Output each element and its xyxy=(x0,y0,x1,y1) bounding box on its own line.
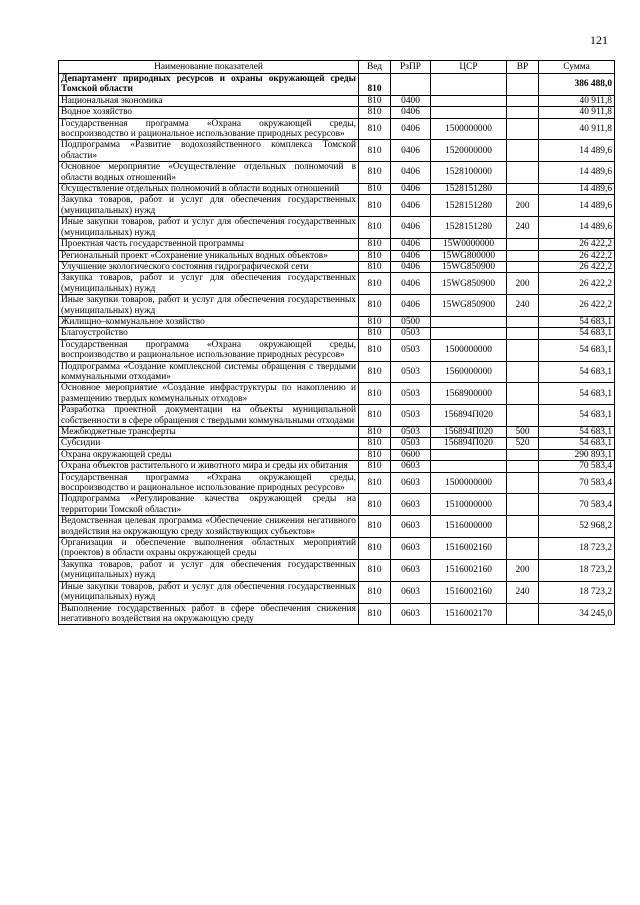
table-row xyxy=(59,118,615,140)
cell-rzpr: 0406 xyxy=(391,295,431,317)
cell-csr xyxy=(431,461,507,472)
page-number: 121 xyxy=(590,33,608,47)
cell-sum: 54 683,1 xyxy=(539,316,615,327)
cell-name: Основное мероприятие «Осуществление отдельных полномочий в области водных отношений» xyxy=(59,162,359,184)
cell-vr xyxy=(507,162,539,184)
cell-name: Охрана объектов растительного и животного мира и среды их обитания xyxy=(59,461,359,472)
table-body xyxy=(59,74,615,625)
cell-csr: 1510000000 xyxy=(431,494,507,516)
table-row xyxy=(59,339,615,361)
cell-ved: 810 xyxy=(359,383,391,405)
cell-ved: 810 xyxy=(359,328,391,339)
cell-name: Субсидии xyxy=(59,438,359,449)
cell-vr xyxy=(507,339,539,361)
cell-vr: 200 xyxy=(507,273,539,295)
header-sum: Сумма xyxy=(539,61,615,74)
cell-name: Организация и обеспечение выполнения областных мероприятий (проектов) в области охраны окружающей среды xyxy=(59,538,359,560)
cell-name: Иные закупки товаров, работ и услуг для обеспечения государственных (муниципальных) нужд xyxy=(59,295,359,317)
cell-name: Благоустройство xyxy=(59,328,359,339)
cell-vr: 520 xyxy=(507,438,539,449)
table-row xyxy=(59,438,615,449)
cell-ved: 810 xyxy=(359,261,391,272)
header-ved: Вед xyxy=(359,61,391,74)
cell-name: Подпрограмма «Регулирование качества окружающей среды на территории Томской области» xyxy=(59,494,359,516)
cell-sum: 54 683,1 xyxy=(539,405,615,427)
cell-rzpr: 0603 xyxy=(391,603,431,625)
cell-vr: 240 xyxy=(507,295,539,317)
table-header-row xyxy=(59,61,615,74)
cell-ved: 810 xyxy=(359,107,391,118)
cell-csr: 15WG850900 xyxy=(431,295,507,317)
cell-csr xyxy=(431,74,507,96)
cell-rzpr: 0406 xyxy=(391,118,431,140)
cell-csr: 156894П020 xyxy=(431,438,507,449)
cell-sum: 70 583,4 xyxy=(539,472,615,494)
cell-sum: 14 489,6 xyxy=(539,162,615,184)
cell-rzpr: 0406 xyxy=(391,273,431,295)
cell-name: Департамент природных ресурсов и охраны окружающей среды Томской области xyxy=(59,74,359,96)
cell-ved: 810 xyxy=(359,273,391,295)
cell-rzpr: 0503 xyxy=(391,405,431,427)
cell-sum: 26 422,2 xyxy=(539,295,615,317)
cell-name: Проектная часть государственной программы xyxy=(59,239,359,250)
cell-rzpr: 0503 xyxy=(391,328,431,339)
cell-sum: 40 911,8 xyxy=(539,118,615,140)
cell-name: Государственная программа «Охрана окружающей среды, воспроизводство и рациональное использование природных ресурсов» xyxy=(59,339,359,361)
cell-ved: 810 xyxy=(359,405,391,427)
cell-sum: 54 683,1 xyxy=(539,438,615,449)
cell-ved: 810 xyxy=(359,559,391,581)
cell-name: Иные закупки товаров, работ и услуг для обеспечения государственных (муниципальных) нужд xyxy=(59,217,359,239)
cell-sum: 54 683,1 xyxy=(539,361,615,383)
header-rzpr: РзПР xyxy=(391,61,431,74)
table-row xyxy=(59,107,615,118)
cell-rzpr: 0406 xyxy=(391,107,431,118)
cell-ved: 810 xyxy=(359,162,391,184)
cell-sum: 14 489,6 xyxy=(539,217,615,239)
cell-name: Улучшение экологического состояния гидрографической сети xyxy=(59,261,359,272)
cell-vr xyxy=(507,449,539,460)
cell-vr xyxy=(507,538,539,560)
cell-csr: 1568900000 xyxy=(431,383,507,405)
cell-sum: 26 422,2 xyxy=(539,250,615,261)
cell-rzpr: 0603 xyxy=(391,559,431,581)
table-row xyxy=(59,140,615,162)
header-csr: ЦСР xyxy=(431,61,507,74)
cell-ved: 810 xyxy=(359,361,391,383)
cell-name: Основное мероприятие «Создание инфраструктуры по накоплению и размещению твердых коммунальных отходов» xyxy=(59,383,359,405)
cell-name: Подпрограмма «Развитие водохозяйственного комплекса Томской области» xyxy=(59,140,359,162)
cell-ved: 810 xyxy=(359,461,391,472)
cell-vr xyxy=(507,239,539,250)
cell-sum: 34 245,0 xyxy=(539,603,615,625)
cell-csr: 1516002160 xyxy=(431,581,507,603)
cell-ved: 810 xyxy=(359,581,391,603)
cell-ved: 810 xyxy=(359,538,391,560)
cell-ved: 810 xyxy=(359,603,391,625)
cell-vr xyxy=(507,461,539,472)
cell-csr: 1516000000 xyxy=(431,516,507,538)
cell-sum: 14 489,6 xyxy=(539,140,615,162)
cell-rzpr: 0603 xyxy=(391,516,431,538)
cell-csr: 156894П020 xyxy=(431,405,507,427)
cell-name: Жилищно–коммунальное хозяйство xyxy=(59,316,359,327)
cell-rzpr: 0603 xyxy=(391,538,431,560)
cell-csr: 1516002160 xyxy=(431,559,507,581)
cell-vr xyxy=(507,184,539,195)
header-vr: ВР xyxy=(507,61,539,74)
cell-rzpr: 0400 xyxy=(391,95,431,106)
table-row xyxy=(59,538,615,560)
cell-sum: 70 583,4 xyxy=(539,461,615,472)
cell-csr xyxy=(431,449,507,460)
cell-name: Государственная программа «Охрана окружающей среды, воспроизводство и рациональное использование природных ресурсов» xyxy=(59,118,359,140)
cell-rzpr: 0406 xyxy=(391,217,431,239)
table-row xyxy=(59,516,615,538)
cell-vr xyxy=(507,261,539,272)
cell-rzpr: 0406 xyxy=(391,261,431,272)
cell-vr: 200 xyxy=(507,195,539,217)
cell-ved: 810 xyxy=(359,184,391,195)
cell-ved: 810 xyxy=(359,339,391,361)
table-row xyxy=(59,494,615,516)
table-row xyxy=(59,74,615,96)
cell-rzpr: 0603 xyxy=(391,461,431,472)
cell-name: Региональный проект «Сохранение уникальных водных объектов» xyxy=(59,250,359,261)
table-row xyxy=(59,239,615,250)
cell-vr xyxy=(507,405,539,427)
cell-csr xyxy=(431,328,507,339)
table-row xyxy=(59,383,615,405)
cell-vr xyxy=(507,328,539,339)
cell-csr xyxy=(431,316,507,327)
cell-sum: 290 893,1 xyxy=(539,449,615,460)
table-row xyxy=(59,273,615,295)
cell-vr xyxy=(507,603,539,625)
cell-ved: 810 xyxy=(359,295,391,317)
cell-name: Закупка товаров, работ и услуг для обеспечения государственных (муниципальных) нужд xyxy=(59,273,359,295)
cell-vr xyxy=(507,118,539,140)
cell-ved: 810 xyxy=(359,516,391,538)
cell-csr: 1500000000 xyxy=(431,472,507,494)
table-row xyxy=(59,472,615,494)
cell-vr xyxy=(507,316,539,327)
cell-vr: 200 xyxy=(507,559,539,581)
cell-rzpr: 0500 xyxy=(391,316,431,327)
cell-name: Разработка проектной документации на объекты муниципальной собственности в сфере обращения с твердыми коммунальными отходами xyxy=(59,405,359,427)
cell-csr: 1500000000 xyxy=(431,339,507,361)
cell-rzpr: 0603 xyxy=(391,494,431,516)
cell-sum: 54 683,1 xyxy=(539,427,615,438)
cell-ved: 810 xyxy=(359,74,391,96)
cell-name: Закупка товаров, работ и услуг для обеспечения государственных (муниципальных) нужд xyxy=(59,559,359,581)
cell-sum: 18 723,2 xyxy=(539,581,615,603)
cell-name: Ведомственная целевая программа «Обеспечение снижения негативного воздействия на окружающую среду хозяйствующих субъектов» xyxy=(59,516,359,538)
cell-vr xyxy=(507,140,539,162)
cell-ved: 810 xyxy=(359,250,391,261)
table-row xyxy=(59,250,615,261)
cell-rzpr: 0406 xyxy=(391,140,431,162)
cell-rzpr: 0406 xyxy=(391,162,431,184)
cell-csr: 1560000000 xyxy=(431,361,507,383)
cell-ved: 810 xyxy=(359,95,391,106)
cell-csr: 15WG800000 xyxy=(431,250,507,261)
cell-csr: 15W0000000 xyxy=(431,239,507,250)
cell-sum: 54 683,1 xyxy=(539,339,615,361)
cell-ved: 810 xyxy=(359,140,391,162)
cell-sum: 52 968,2 xyxy=(539,516,615,538)
cell-sum: 26 422,2 xyxy=(539,261,615,272)
cell-ved: 810 xyxy=(359,195,391,217)
cell-name: Государственная программа «Охрана окружающей среды, воспроизводство и рациональное использование природных ресурсов» xyxy=(59,472,359,494)
cell-rzpr: 0503 xyxy=(391,383,431,405)
table-row xyxy=(59,295,615,317)
cell-sum: 54 683,1 xyxy=(539,383,615,405)
cell-vr xyxy=(507,383,539,405)
cell-csr: 1516002160 xyxy=(431,538,507,560)
table-row xyxy=(59,427,615,438)
cell-ved: 810 xyxy=(359,438,391,449)
table-row xyxy=(59,581,615,603)
cell-name: Национальная экономика xyxy=(59,95,359,106)
cell-vr xyxy=(507,472,539,494)
header-name: Наименование показателей xyxy=(59,61,359,74)
table-row xyxy=(59,261,615,272)
cell-sum: 14 489,6 xyxy=(539,195,615,217)
cell-csr xyxy=(431,95,507,106)
cell-ved: 810 xyxy=(359,316,391,327)
cell-vr xyxy=(507,250,539,261)
cell-name: Иные закупки товаров, работ и услуг для обеспечения государственных (муниципальных) нужд xyxy=(59,581,359,603)
cell-sum: 70 583,4 xyxy=(539,494,615,516)
cell-ved: 810 xyxy=(359,427,391,438)
table-row xyxy=(59,195,615,217)
cell-vr xyxy=(507,361,539,383)
cell-name: Закупка товаров, работ и услуг для обеспечения государственных (муниципальных) нужд xyxy=(59,195,359,217)
cell-rzpr: 0503 xyxy=(391,361,431,383)
table-row xyxy=(59,184,615,195)
table-row xyxy=(59,603,615,625)
cell-name: Охрана окружающей среды xyxy=(59,449,359,460)
table-row xyxy=(59,316,615,327)
cell-rzpr: 0603 xyxy=(391,472,431,494)
cell-vr xyxy=(507,95,539,106)
cell-vr xyxy=(507,494,539,516)
cell-csr xyxy=(431,107,507,118)
cell-rzpr: 0600 xyxy=(391,449,431,460)
cell-csr: 1528151280 xyxy=(431,217,507,239)
cell-sum: 40 911,8 xyxy=(539,95,615,106)
table-row xyxy=(59,449,615,460)
cell-sum: 14 489,6 xyxy=(539,184,615,195)
cell-csr: 15WG850900 xyxy=(431,273,507,295)
cell-csr: 156894П020 xyxy=(431,427,507,438)
table-row xyxy=(59,95,615,106)
cell-rzpr: 0503 xyxy=(391,427,431,438)
budget-table xyxy=(58,60,615,625)
cell-name: Осуществление отдельных полномочий в области водных отношений xyxy=(59,184,359,195)
cell-vr xyxy=(507,74,539,96)
cell-rzpr: 0503 xyxy=(391,438,431,449)
cell-rzpr: 0406 xyxy=(391,184,431,195)
cell-rzpr: 0406 xyxy=(391,195,431,217)
table-row xyxy=(59,461,615,472)
cell-rzpr: 0503 xyxy=(391,339,431,361)
cell-ved: 810 xyxy=(359,239,391,250)
table-row xyxy=(59,217,615,239)
cell-sum: 18 723,2 xyxy=(539,559,615,581)
cell-csr: 1528151280 xyxy=(431,184,507,195)
cell-csr: 1528151280 xyxy=(431,195,507,217)
table-row xyxy=(59,162,615,184)
cell-sum: 54 683,1 xyxy=(539,328,615,339)
cell-sum: 26 422,2 xyxy=(539,273,615,295)
cell-vr: 240 xyxy=(507,217,539,239)
cell-name: Выполнение государственных работ в сфере обеспечения снижения негативного воздействия на окружающую среду xyxy=(59,603,359,625)
cell-vr: 500 xyxy=(507,427,539,438)
table-row xyxy=(59,328,615,339)
cell-csr: 1500000000 xyxy=(431,118,507,140)
cell-csr: 15WG850900 xyxy=(431,261,507,272)
cell-csr: 1520000000 xyxy=(431,140,507,162)
cell-rzpr xyxy=(391,74,431,96)
cell-sum: 40 911,8 xyxy=(539,107,615,118)
cell-ved: 810 xyxy=(359,217,391,239)
cell-ved: 810 xyxy=(359,494,391,516)
cell-vr xyxy=(507,516,539,538)
table-row xyxy=(59,405,615,427)
cell-sum: 26 422,2 xyxy=(539,239,615,250)
cell-name: Водное хозяйство xyxy=(59,107,359,118)
cell-ved: 810 xyxy=(359,118,391,140)
cell-vr: 240 xyxy=(507,581,539,603)
cell-sum: 18 723,2 xyxy=(539,538,615,560)
cell-rzpr: 0406 xyxy=(391,250,431,261)
cell-name: Межбюджетные трансферты xyxy=(59,427,359,438)
cell-csr: 1516002170 xyxy=(431,603,507,625)
cell-name: Подпрограмма «Создание комплексной системы обращения с твердыми коммунальными отходами» xyxy=(59,361,359,383)
cell-vr xyxy=(507,107,539,118)
cell-ved: 810 xyxy=(359,472,391,494)
cell-rzpr: 0406 xyxy=(391,239,431,250)
cell-sum: 386 488,0 xyxy=(539,74,615,96)
cell-rzpr: 0603 xyxy=(391,581,431,603)
table-row xyxy=(59,559,615,581)
cell-ved: 810 xyxy=(359,449,391,460)
table-row xyxy=(59,361,615,383)
cell-csr: 1528100000 xyxy=(431,162,507,184)
